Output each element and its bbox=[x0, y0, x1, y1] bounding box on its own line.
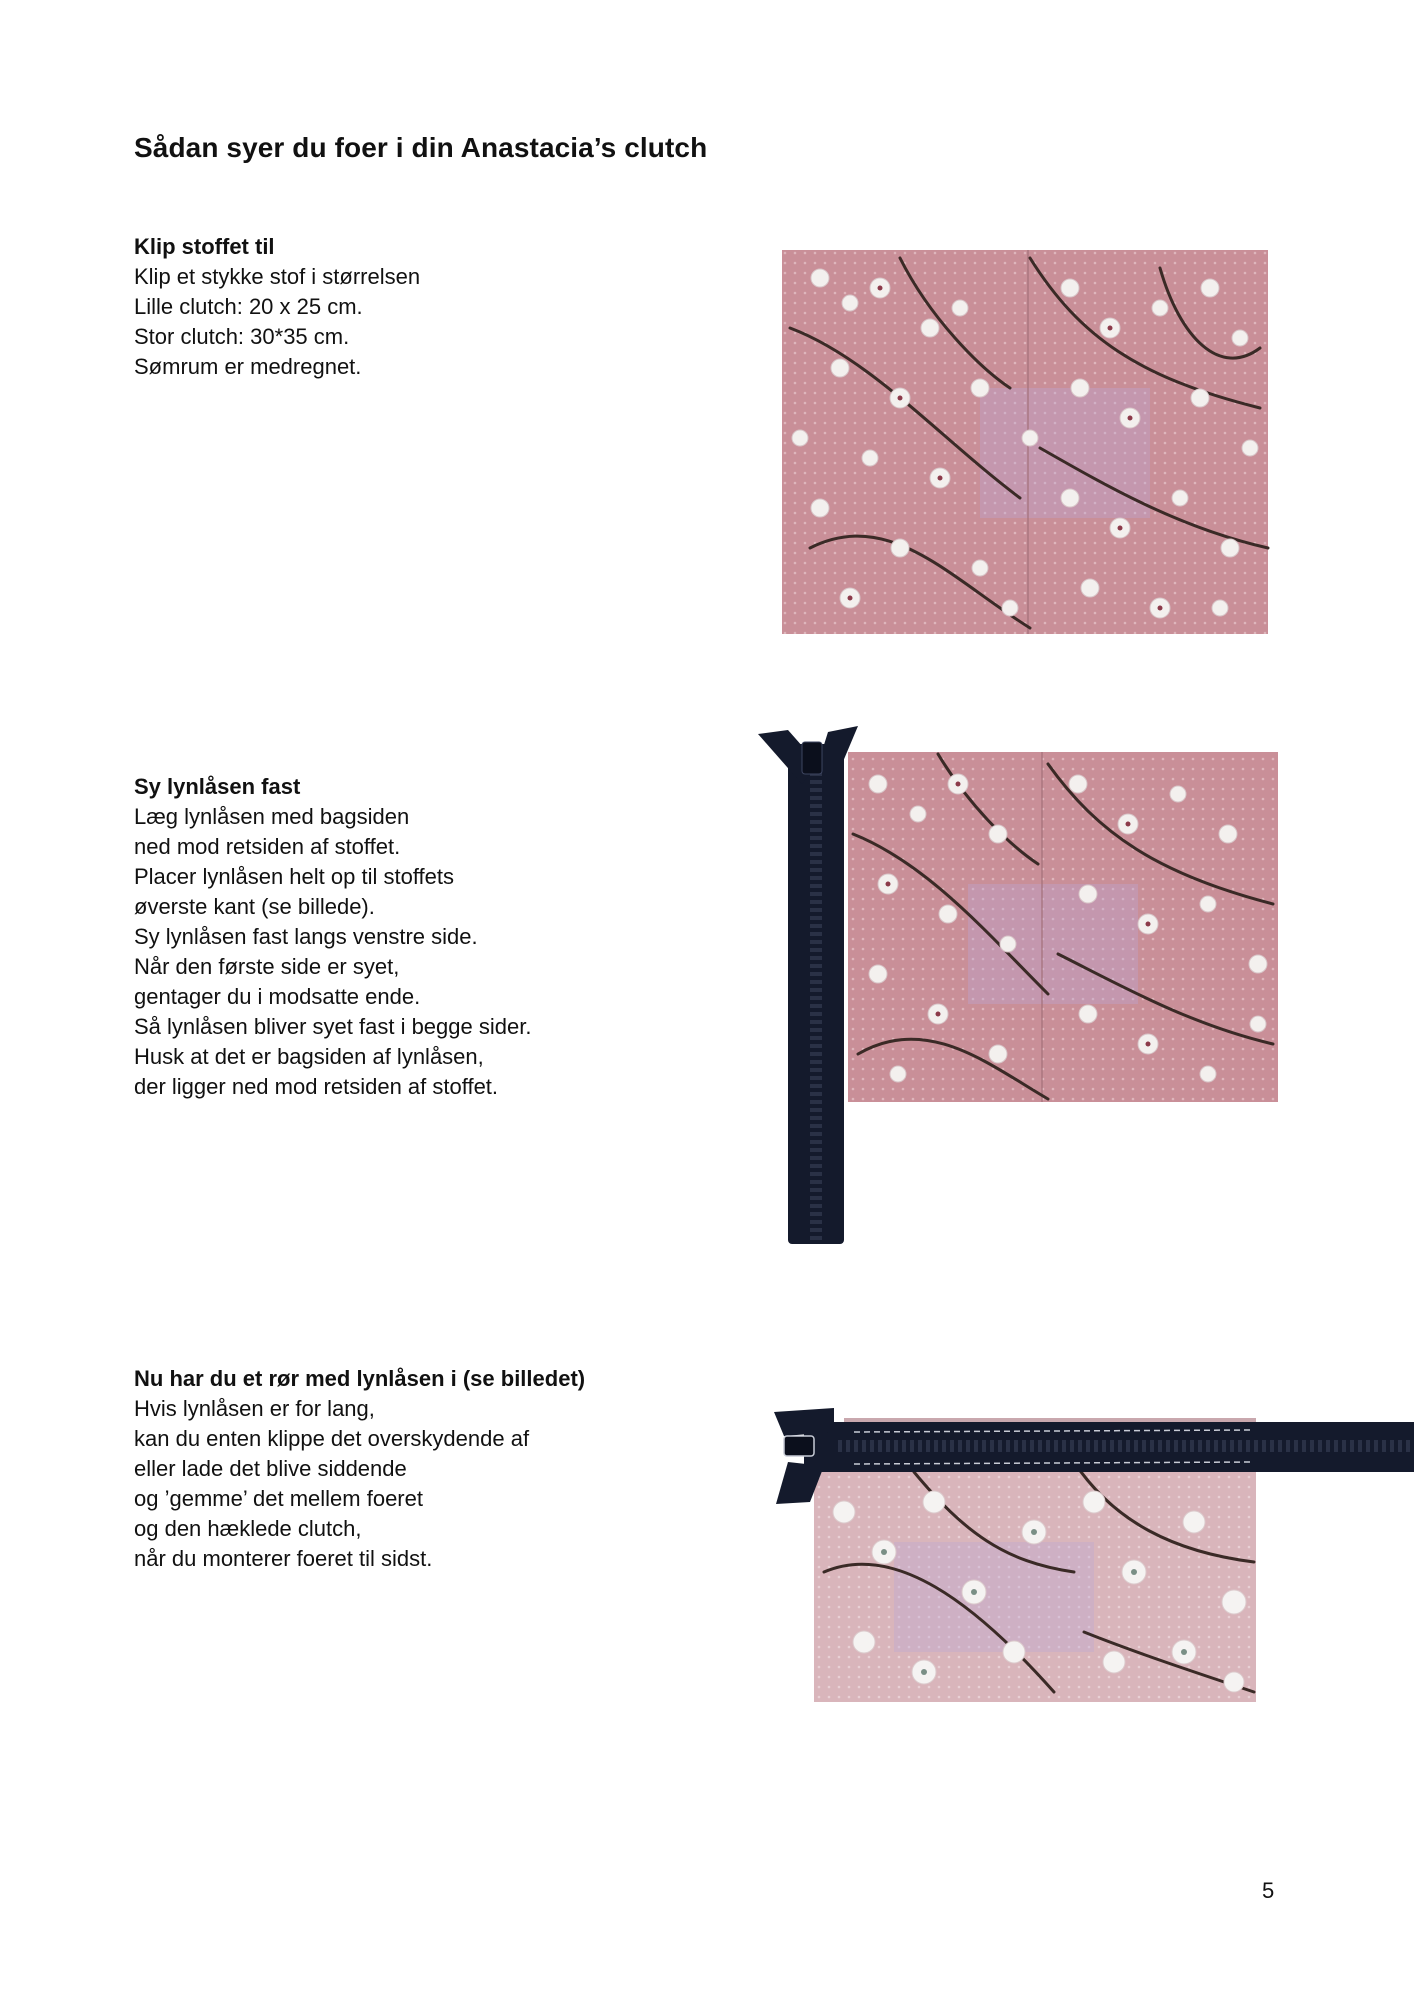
page-number: 5 bbox=[1262, 1878, 1275, 1903]
text-line: gentager du i modsatte ende. bbox=[134, 984, 421, 1009]
text-line: når du monterer foeret til sidst. bbox=[134, 1546, 433, 1571]
text-line: ned mod retsiden af stoffet. bbox=[134, 834, 401, 859]
text-line: Placer lynlåsen helt op til stoffets bbox=[134, 864, 454, 889]
text-line: Stor clutch: 30*35 cm. bbox=[134, 324, 350, 349]
page-title: Sådan syer du foer i din Anastacia’s clutch bbox=[134, 132, 708, 163]
zipper-end-tab bbox=[774, 1408, 834, 1436]
text-line: Når den første side er syet, bbox=[134, 954, 400, 979]
text-line: Klip et stykke stof i størrelsen bbox=[134, 264, 421, 289]
text-line: og ’gemme’ det mellem foeret bbox=[134, 1486, 423, 1511]
fabric-sheen bbox=[968, 884, 1138, 1004]
section-heading: Sy lynlåsen fast bbox=[134, 774, 301, 799]
text-line: Så lynlåsen bliver syet fast i begge sider. bbox=[134, 1014, 532, 1039]
text-line: kan du enten klippe det overskydende af bbox=[134, 1426, 530, 1451]
fabric-cut-photo bbox=[780, 248, 1272, 638]
zipper-teeth bbox=[810, 744, 822, 1244]
text-line: Hvis lynlåsen er for lang, bbox=[134, 1396, 375, 1421]
text-line: Lille clutch: 20 x 25 cm. bbox=[134, 294, 363, 319]
text-line: eller lade det blive siddende bbox=[134, 1456, 407, 1481]
text-line: Sy lynlåsen fast langs venstre side. bbox=[134, 924, 478, 949]
section-heading: Klip stoffet til bbox=[134, 234, 275, 259]
section-sew-zipper bbox=[134, 772, 531, 1102]
section-cut-fabric bbox=[134, 232, 420, 382]
text-line: der ligger ned mod retsiden af stoffet. bbox=[134, 1074, 499, 1099]
text-line: øverste kant (se billede). bbox=[134, 894, 375, 919]
zipper-tube-photo bbox=[774, 1392, 1414, 1704]
text-line: Husk at det er bagsiden af lynlåsen, bbox=[134, 1044, 484, 1069]
zipper-pull bbox=[802, 742, 822, 774]
section-zipper-tube bbox=[134, 1364, 585, 1574]
zipper-pull bbox=[784, 1436, 814, 1456]
fabric-sheen bbox=[894, 1542, 1094, 1652]
text-line: og den hæklede clutch, bbox=[134, 1516, 362, 1541]
text-line: Sømrum er medregnet. bbox=[134, 354, 362, 379]
zipper-teeth bbox=[834, 1440, 1414, 1452]
text-line: Læg lynlåsen med bagsiden bbox=[134, 804, 410, 829]
zipper-sewn-photo bbox=[758, 724, 1282, 1264]
section-heading: Nu har du et rør med lynlåsen i (se billedet) bbox=[134, 1366, 586, 1391]
